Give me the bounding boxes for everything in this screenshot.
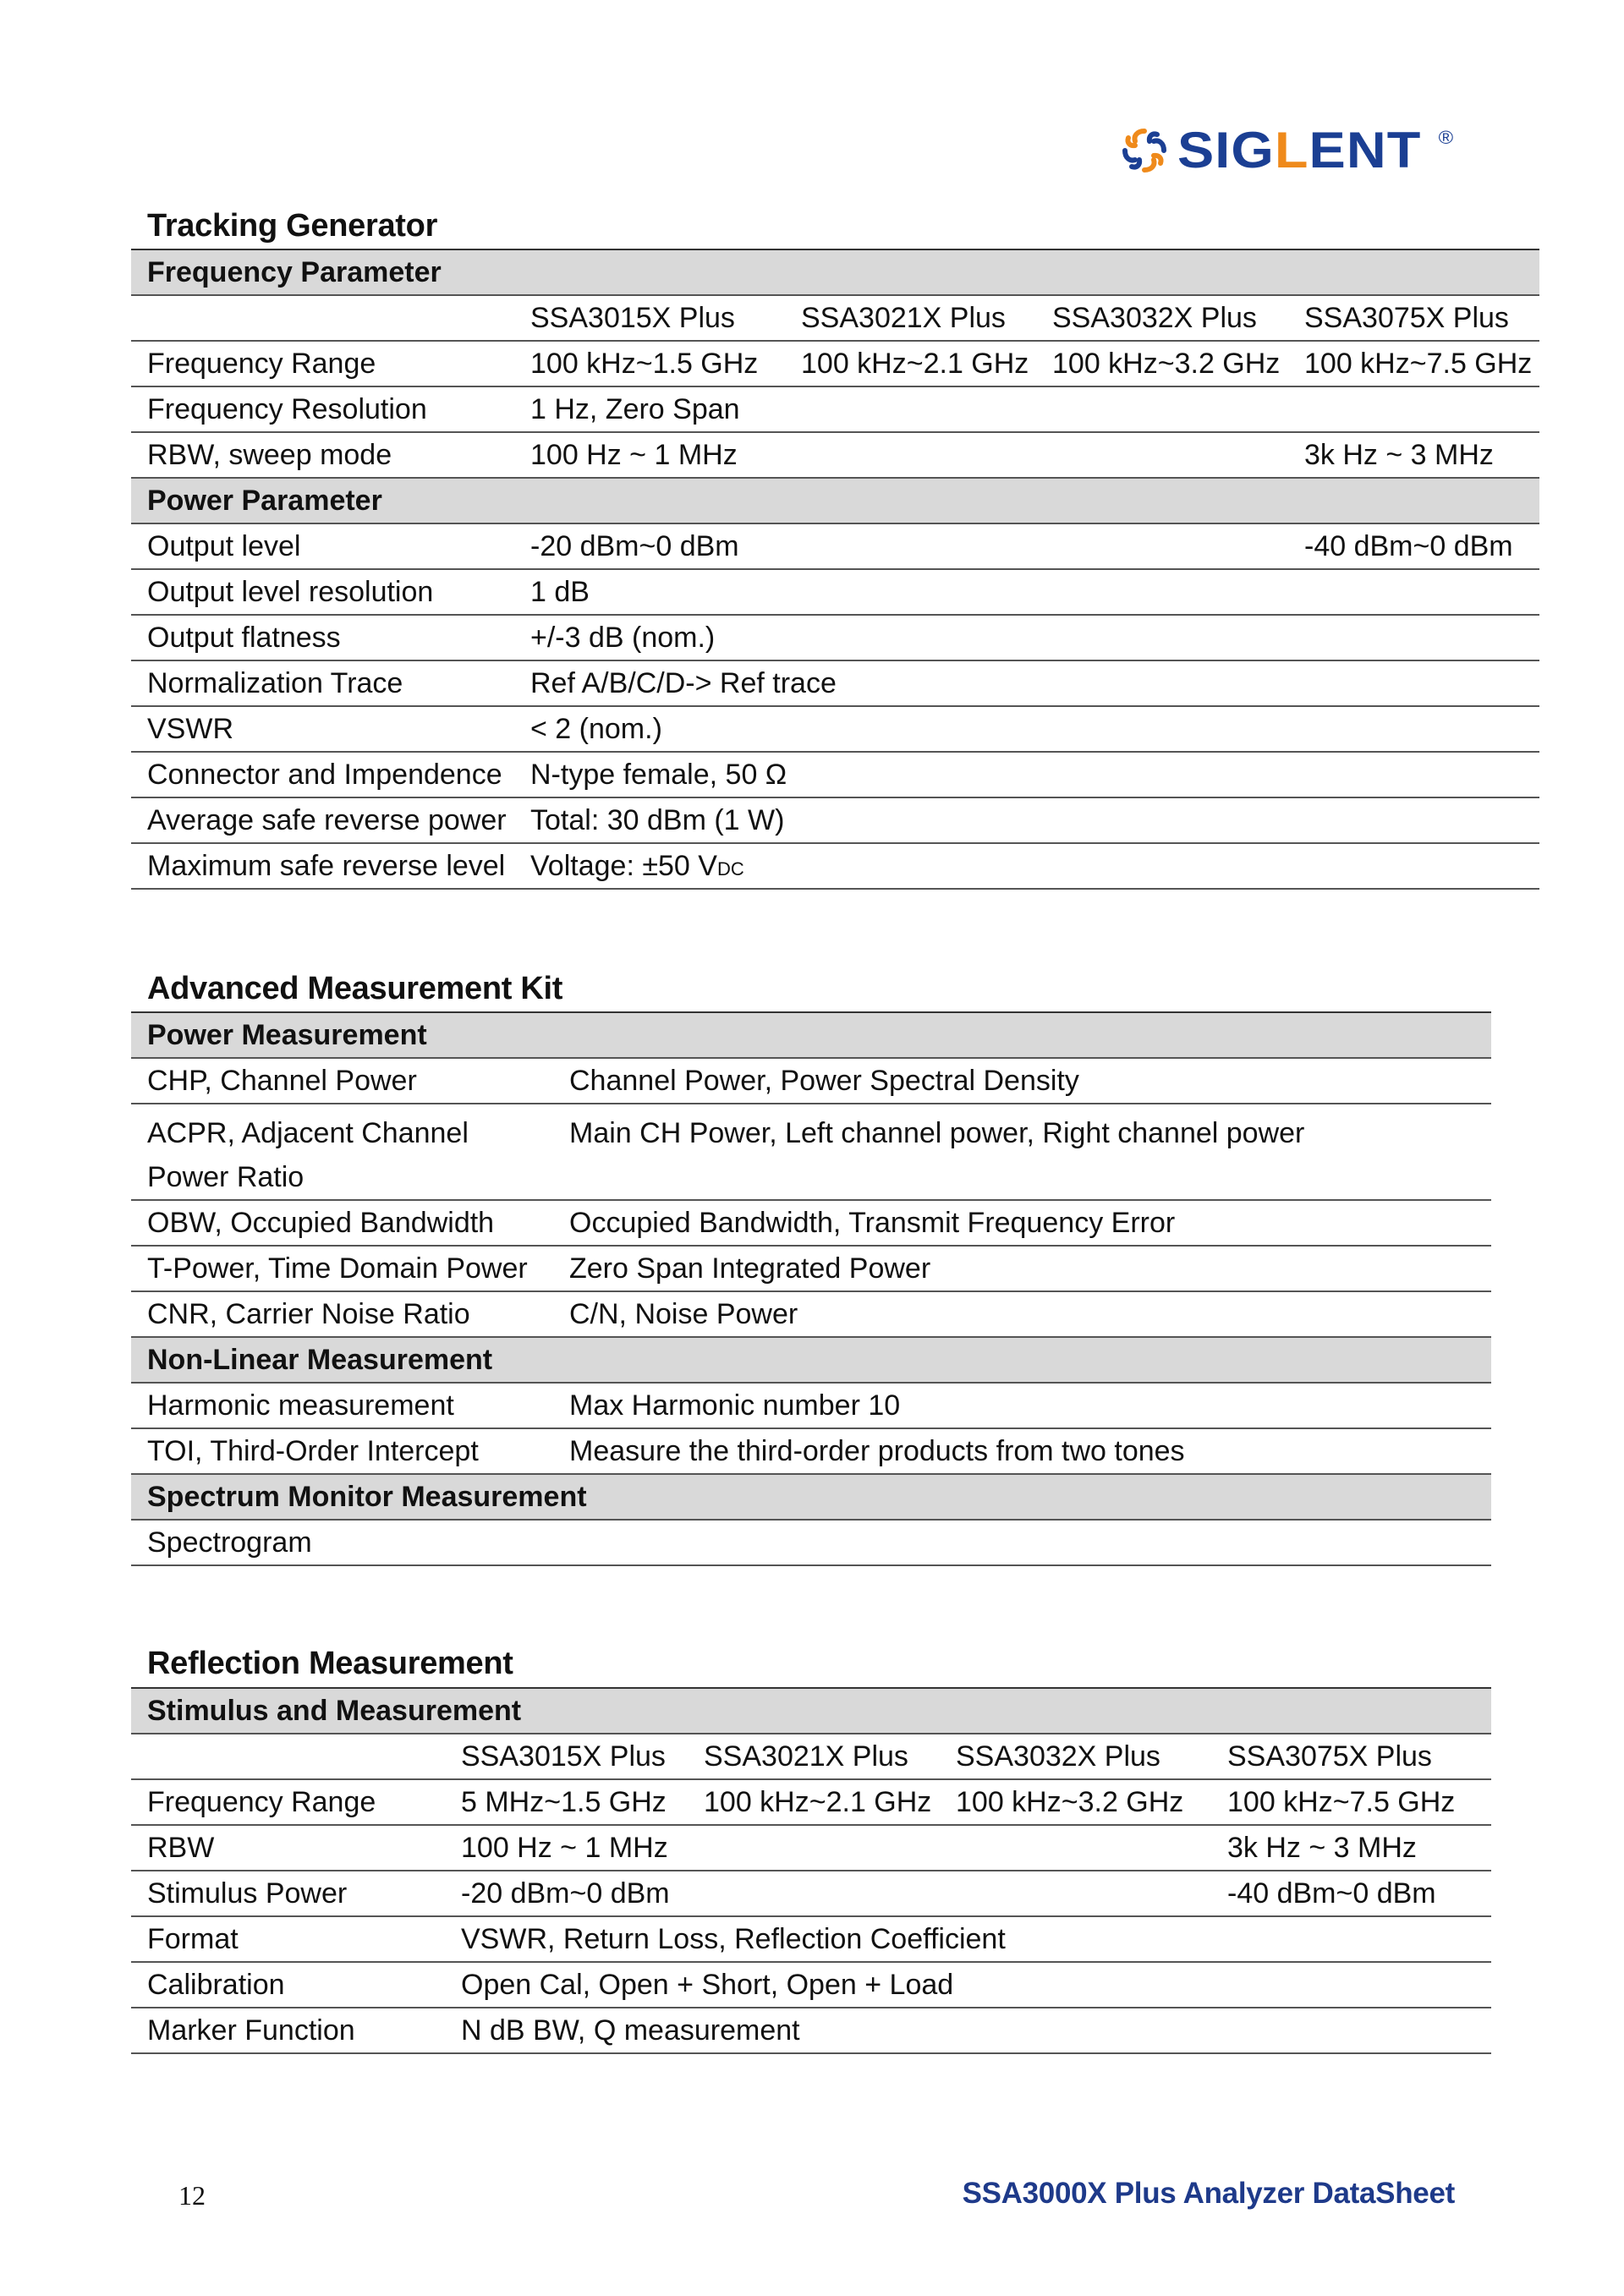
spec-row — [131, 386, 1539, 432]
spec-row — [131, 1520, 1491, 1565]
spec-value: 1 Hz, Zero Span — [514, 386, 785, 432]
spec-row — [131, 1962, 1491, 2008]
spec-row — [131, 1058, 1491, 1104]
spec-value — [940, 1825, 1211, 1871]
section-title-reflection-measurement: Reflection Measurement — [147, 1646, 513, 1681]
spec-label: Calibration — [131, 1962, 445, 2008]
spec-row — [131, 706, 1539, 752]
spec-label: Frequency Resolution — [131, 386, 514, 432]
spec-value: 100 Hz ~ 1 MHz — [514, 432, 785, 478]
empty-header-cell — [131, 295, 514, 341]
group-row-spectrum-monitor-measurement — [131, 1474, 1491, 1520]
spec-value: 100 kHz~3.2 GHz — [940, 1779, 1211, 1825]
spec-row — [131, 1383, 1491, 1428]
spec-value: 3k Hz ~ 3 MHz — [1211, 1825, 1491, 1871]
spec-value: +/-3 dB (nom.) — [514, 615, 1539, 660]
spec-label: Normalization Trace — [131, 660, 514, 706]
group-label: Stimulus and Measurement — [131, 1688, 1491, 1734]
spec-label: OBW, Occupied Bandwidth — [131, 1200, 553, 1246]
spec-value: 100 kHz~1.5 GHz — [514, 341, 785, 386]
group-label: Non-Linear Measurement — [131, 1337, 1491, 1383]
spec-row — [131, 752, 1539, 797]
model-header: SSA3075X Plus — [1211, 1734, 1491, 1779]
model-header: SSA3075X Plus — [1288, 295, 1539, 341]
spec-row — [131, 1779, 1491, 1825]
spec-row — [131, 569, 1539, 615]
section-title-tracking-generator: Tracking Generator — [147, 208, 438, 244]
spec-label: Frequency Range — [131, 341, 514, 386]
spec-label: Output level — [131, 523, 514, 569]
group-row-frequency-parameter — [131, 249, 1539, 295]
spec-row — [131, 432, 1539, 478]
spec-value: < 2 (nom.) — [514, 706, 1539, 752]
spec-label: Harmonic measurement — [131, 1383, 553, 1428]
spec-value: 100 kHz~2.1 GHz — [688, 1779, 940, 1825]
document-title: SSA3000X Plus Analyzer DataSheet — [962, 2177, 1455, 2210]
spec-row — [131, 523, 1539, 569]
model-header: SSA3015X Plus — [514, 295, 785, 341]
model-header-row — [131, 295, 1539, 341]
spec-value: Occupied Bandwidth, Transmit Frequency Error — [553, 1200, 1491, 1246]
spec-label: Output flatness — [131, 615, 514, 660]
spec-value: -40 dBm~0 dBm — [1288, 523, 1539, 569]
spec-value: VSWR, Return Loss, Reflection Coefficient — [445, 1916, 1491, 1962]
spec-value — [1036, 386, 1288, 432]
spec-row — [131, 1428, 1491, 1474]
brand-part-2: ENT — [1309, 122, 1422, 178]
model-header: SSA3032X Plus — [940, 1734, 1211, 1779]
registered-mark: ® — [1438, 127, 1455, 148]
spec-value: 100 kHz~7.5 GHz — [1211, 1779, 1491, 1825]
brand-accent-letter: L — [1274, 122, 1309, 178]
spec-label: CNR, Carrier Noise Ratio — [131, 1291, 553, 1337]
brand-part-1: SIG — [1177, 122, 1275, 178]
spec-label: Spectrogram — [131, 1520, 553, 1565]
group-label: Spectrum Monitor Measurement — [131, 1474, 1491, 1520]
spec-row — [131, 1825, 1491, 1871]
model-header: SSA3032X Plus — [1036, 295, 1288, 341]
spec-label: Connector and Impendence — [131, 752, 514, 797]
spec-value: 1 dB — [514, 569, 1539, 615]
spec-value — [688, 1825, 940, 1871]
spec-value: Zero Span Integrated Power — [553, 1246, 1491, 1291]
spec-label: Frequency Range — [131, 1779, 445, 1825]
spec-row — [131, 843, 1539, 889]
spec-label: VSWR — [131, 706, 514, 752]
page-number: 12 — [178, 2180, 206, 2211]
group-row-stimulus-and-measurement — [131, 1688, 1491, 1734]
spec-value-main: Voltage: ±50 V — [530, 849, 717, 882]
group-label: Power Parameter — [131, 478, 1539, 523]
spec-value: Open Cal, Open + Short, Open + Load — [445, 1962, 1491, 2008]
spec-value: N dB BW, Q measurement — [445, 2008, 1491, 2053]
model-header: SSA3021X Plus — [785, 295, 1036, 341]
spec-row — [131, 1104, 1491, 1200]
spec-value — [514, 843, 1539, 889]
group-label: Power Measurement — [131, 1012, 1491, 1058]
spec-value: 100 kHz~3.2 GHz — [1036, 341, 1288, 386]
spec-value: 5 MHz~1.5 GHz — [445, 1779, 688, 1825]
spec-row — [131, 797, 1539, 843]
spec-value: -40 dBm~0 dBm — [1211, 1871, 1491, 1916]
group-row-power-parameter — [131, 478, 1539, 523]
spec-label: Average safe reverse power — [131, 797, 514, 843]
spec-label: RBW — [131, 1825, 445, 1871]
spec-row — [131, 1246, 1491, 1291]
spec-value: 100 kHz~7.5 GHz — [1288, 341, 1539, 386]
brand-wordmark — [1177, 122, 1455, 178]
model-header: SSA3015X Plus — [445, 1734, 688, 1779]
spec-row — [131, 1200, 1491, 1246]
spec-value: Total: 30 dBm (1 W) — [514, 797, 1539, 843]
spec-label: ACPR, Adjacent Channel Power Ratio — [131, 1104, 553, 1200]
group-label: Frequency Parameter — [131, 249, 1539, 295]
spec-value — [1036, 523, 1288, 569]
spec-row — [131, 1871, 1491, 1916]
spec-value: Measure the third-order products from two tones — [553, 1428, 1491, 1474]
spec-label: TOI, Third-Order Intercept — [131, 1428, 553, 1474]
spec-label: RBW, sweep mode — [131, 432, 514, 478]
spec-value: N-type female, 50 Ω — [514, 752, 1539, 797]
spec-value — [785, 432, 1036, 478]
spec-value: 100 Hz ~ 1 MHz — [445, 1825, 688, 1871]
spec-label: Output level resolution — [131, 569, 514, 615]
group-row-power-measurement — [131, 1012, 1491, 1058]
spec-value: C/N, Noise Power — [553, 1291, 1491, 1337]
spec-label: Stimulus Power — [131, 1871, 445, 1916]
spec-value — [785, 523, 1036, 569]
spec-value: Main CH Power, Left channel power, Right channel power — [553, 1104, 1491, 1200]
spec-value — [1288, 386, 1539, 432]
spec-label: T-Power, Time Domain Power — [131, 1246, 553, 1291]
spec-value-subscript: DC — [716, 858, 744, 879]
spec-value — [940, 1871, 1211, 1916]
tracking-generator-table — [131, 249, 1539, 890]
spec-value: Channel Power, Power Spectral Density — [553, 1058, 1491, 1104]
spec-label: CHP, Channel Power — [131, 1058, 553, 1104]
group-row-non-linear-measurement — [131, 1337, 1491, 1383]
reflection-measurement-table — [131, 1687, 1491, 2054]
spec-value: 100 kHz~2.1 GHz — [785, 341, 1036, 386]
advanced-measurement-table — [131, 1011, 1491, 1566]
spec-value — [553, 1520, 1491, 1565]
siglent-swirl-icon — [1118, 124, 1171, 177]
spec-value: Ref A/B/C/D-> Ref trace — [514, 660, 1539, 706]
model-header-row — [131, 1734, 1491, 1779]
siglent-logo — [1118, 121, 1455, 180]
spec-value: 3k Hz ~ 3 MHz — [1288, 432, 1539, 478]
spec-value — [1036, 432, 1288, 478]
spec-row — [131, 660, 1539, 706]
spec-value: Max Harmonic number 10 — [553, 1383, 1491, 1428]
spec-row — [131, 1916, 1491, 1962]
spec-value: -20 dBm~0 dBm — [445, 1871, 688, 1916]
spec-row — [131, 615, 1539, 660]
section-title-advanced-measurement-kit: Advanced Measurement Kit — [147, 971, 563, 1006]
spec-row — [131, 2008, 1491, 2053]
spec-label: Maximum safe reverse level — [131, 843, 514, 889]
spec-label: Marker Function — [131, 2008, 445, 2053]
spec-label: Format — [131, 1916, 445, 1962]
spec-value: -20 dBm~0 dBm — [514, 523, 785, 569]
spec-value — [688, 1871, 940, 1916]
empty-header-cell — [131, 1734, 445, 1779]
spec-row — [131, 341, 1539, 386]
model-header: SSA3021X Plus — [688, 1734, 940, 1779]
spec-row — [131, 1291, 1491, 1337]
spec-value — [785, 386, 1036, 432]
